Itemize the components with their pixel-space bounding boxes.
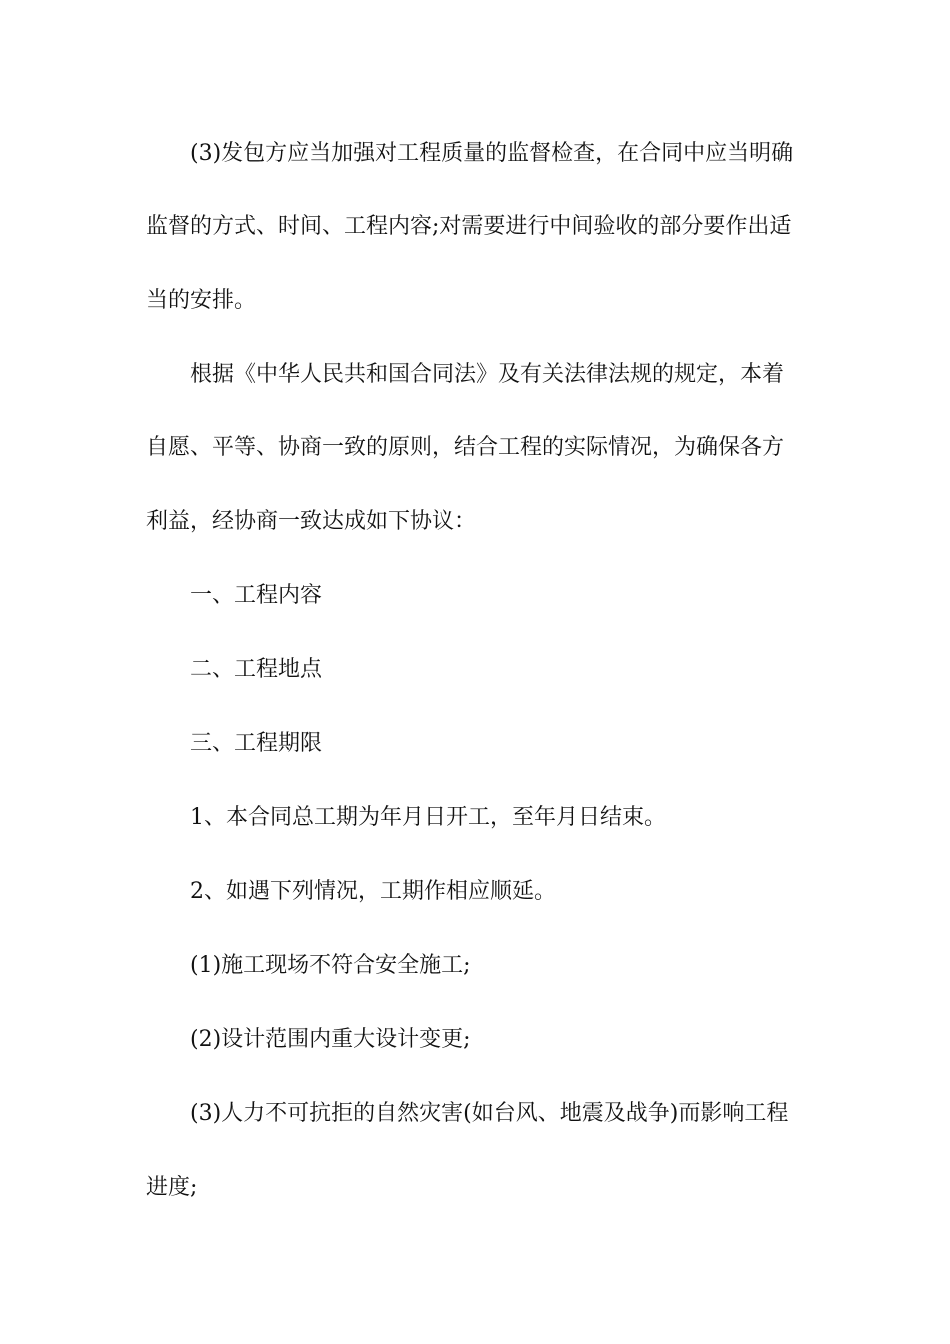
document-line: 进度;: [146, 1175, 198, 1200]
document-line: 2、如遇下列情况，工期作相应顺延。: [190, 879, 556, 904]
document-line: 当的安排。: [146, 288, 257, 313]
document-line: 自愿、平等、协商一致的原则，结合工程的实际情况，为确保各方: [146, 435, 785, 460]
document-line: 利益，经协商一致达成如下协议：: [146, 509, 477, 534]
document-line: (3)发包方应当加强对工程质量的监督检查，在合同中应当明确: [190, 141, 794, 166]
document-line: 二、工程地点: [190, 657, 323, 682]
document-line: 根据《中华人民共和国合同法》及有关法律法规的规定，本着: [190, 362, 785, 387]
document-line: 一、工程内容: [190, 583, 323, 608]
document-line: 监督的方式、时间、工程内容;对需要进行中间验收的部分要作出适: [146, 214, 792, 239]
document-line: (2)设计范围内重大设计变更;: [190, 1027, 471, 1052]
document-line: 三、工程期限: [190, 731, 323, 756]
document-line: (1)施工现场不符合安全施工;: [190, 953, 471, 978]
document-line: (3)人力不可抗拒的自然灾害(如台风、地震及战争)而影响工程: [190, 1101, 789, 1126]
document-line: 1、本合同总工期为年月日开工，至年月日结束。: [190, 805, 666, 830]
